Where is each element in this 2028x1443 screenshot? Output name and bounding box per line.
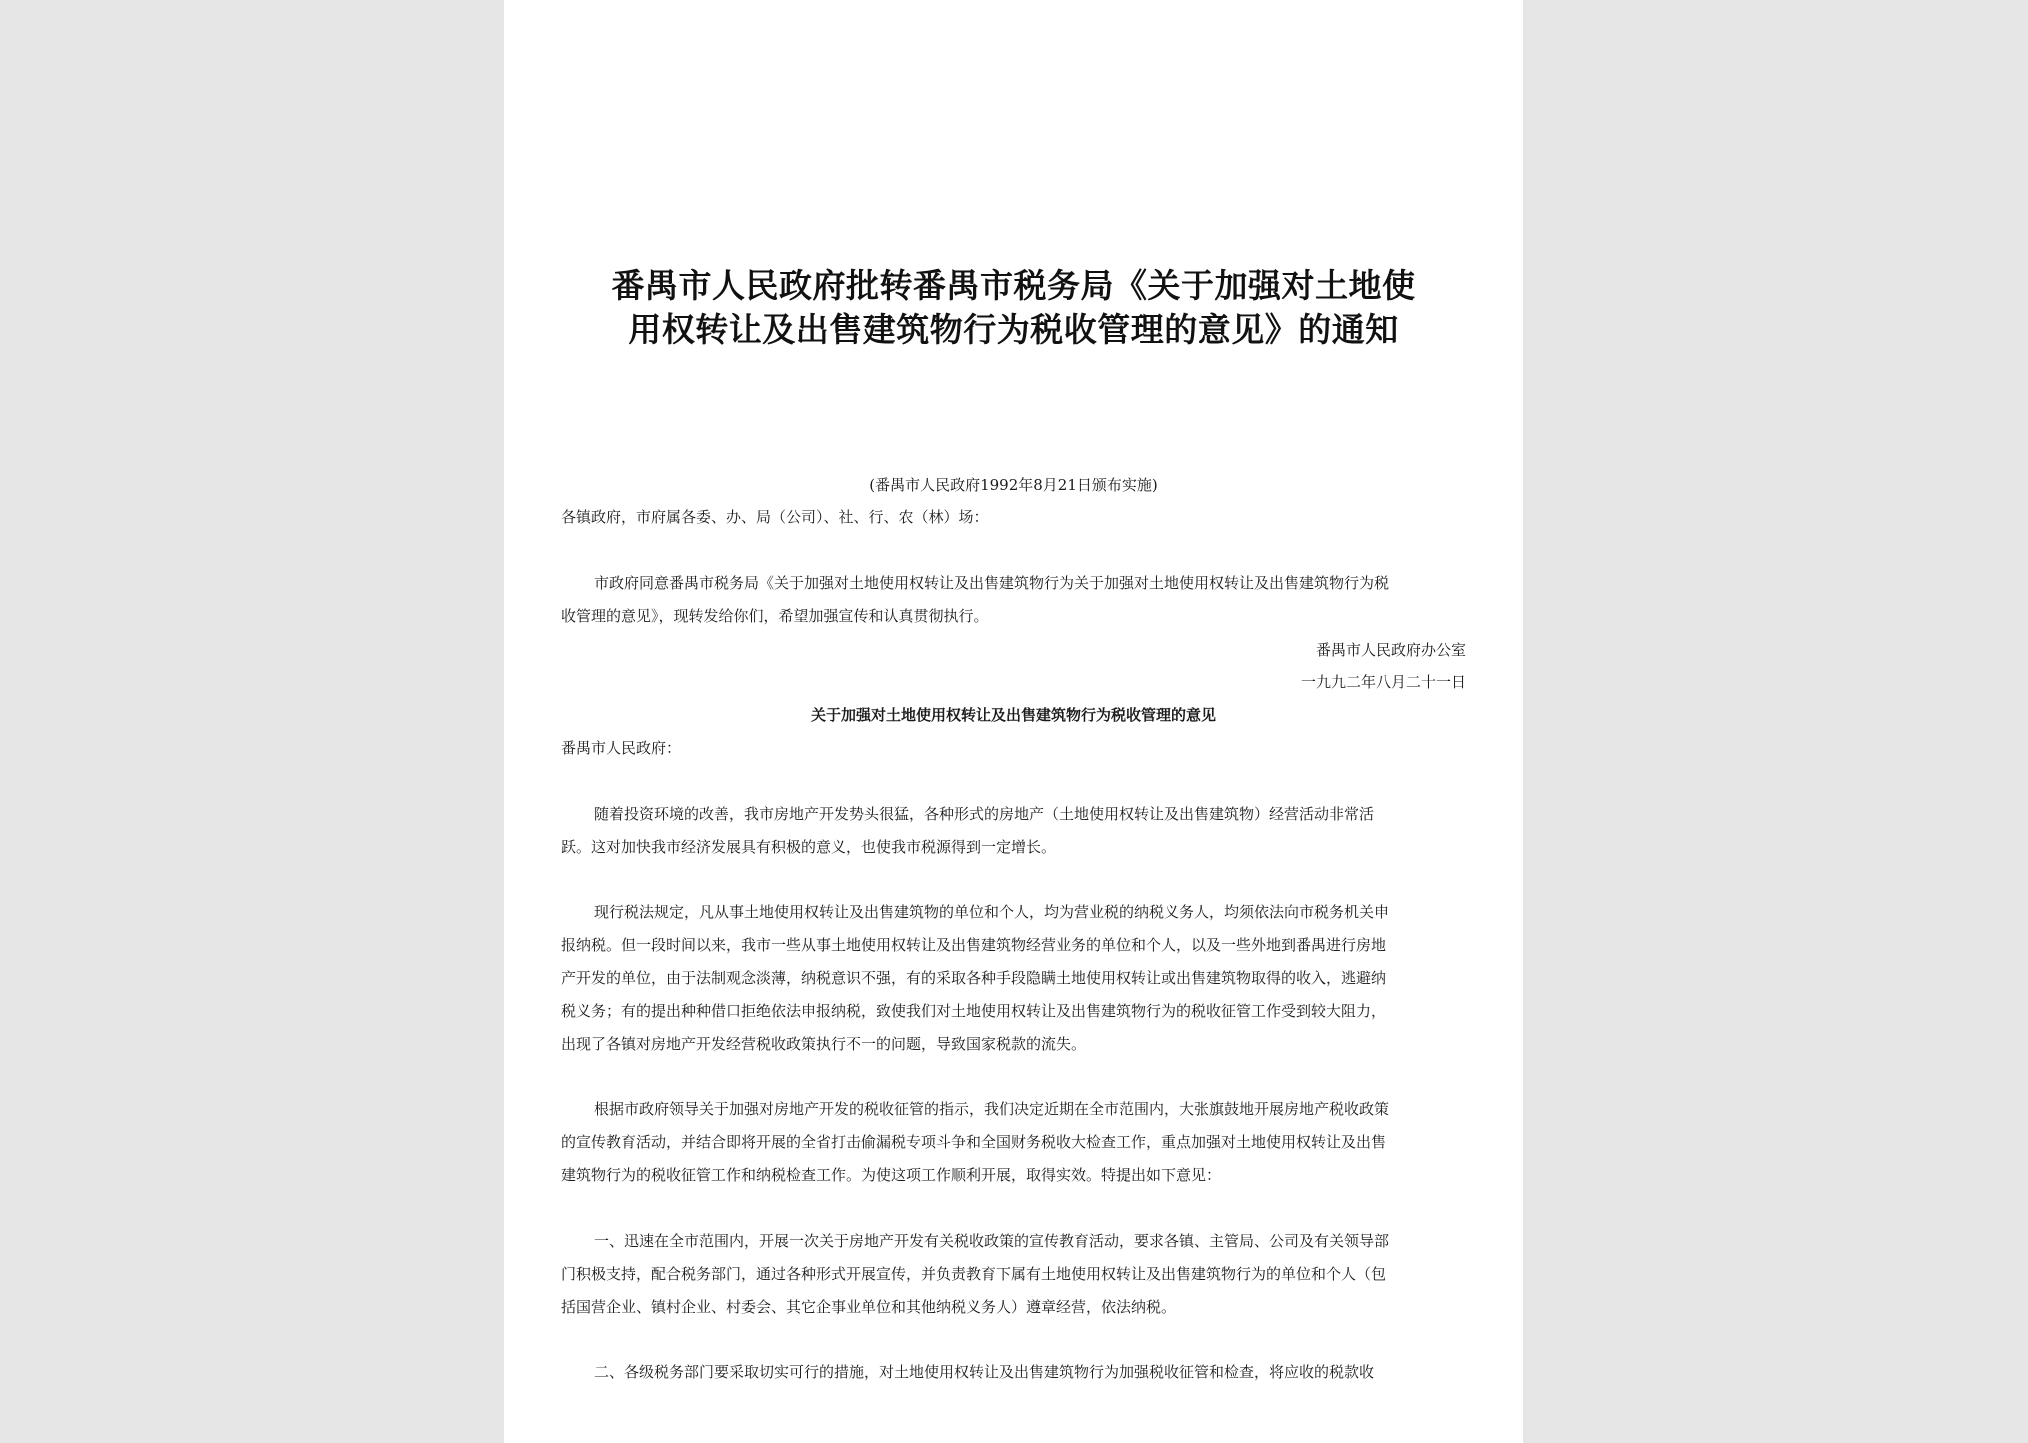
opinion-addressee: 番禺市人民政府： xyxy=(561,739,682,757)
issue-note: (番禺市人民政府1992年8月21日颁布实施) xyxy=(869,476,1158,494)
para3-line: 根据市政府领导关于加强对房地产开发的税收征管的指示，我们决定近期在全市范围内，大张旗鼓地开展房地产税收政策 xyxy=(594,1100,1390,1118)
notice-para-line: 收管理的意见》，现转发给你们，希望加强宣传和认真贯彻执行。 xyxy=(561,607,989,625)
addressee: 各镇政府，市府属各委、办、局（公司）、社、行、农（林）场： xyxy=(561,508,989,526)
title-line-1: 番禺市人民政府批转番禺市税务局《关于加强对土地使 xyxy=(611,266,1416,305)
document-page xyxy=(504,0,1523,1443)
para1-line: 跃。这对加快我市经济发展具有积极的意义，也使我市税源得到一定增长。 xyxy=(561,838,1057,856)
para2-line: 出现了各镇对房地产开发经营税收政策执行不一的问题，导致国家税款的流失。 xyxy=(561,1035,1087,1053)
para2-line: 税义务；有的提出种种借口拒绝依法申报纳税，致使我们对土地使用权转让及出售建筑物行为的税收征管工作受到较大阻力， xyxy=(561,1002,1387,1020)
para4-line: 括国营企业、镇村企业、村委会、其它企事业单位和其他纳税义务人）遵章经营，依法纳税。 xyxy=(561,1298,1177,1316)
document-title xyxy=(561,264,1466,352)
title-line-2: 用权转让及出售建筑物行为税收管理的意见》的通知 xyxy=(628,310,1399,349)
para4-line: 门积极支持，配合税务部门，通过各种形式开展宣传，并负责教育下属有土地使用权转让及出售建筑物行为的单位和个人（包 xyxy=(561,1265,1387,1283)
para2-line: 现行税法规定，凡从事土地使用权转让及出售建筑物的单位和个人，均为营业税的纳税义务人，均须依法向市税务机关申 xyxy=(594,903,1390,921)
para2-line: 产开发的单位，由于法制观念淡薄，纳税意识不强，有的采取各种手段隐瞒土地使用权转让或出售建筑物取得的收入，逃避纳 xyxy=(561,969,1387,987)
para2-line: 报纳税。但一段时间以来，我市一些从事土地使用权转让及出售建筑物经营业务的单位和个人，以及一些外地到番禺进行房地 xyxy=(561,936,1387,954)
signer: 番禺市人民政府办公室 xyxy=(1315,641,1466,659)
para3-line: 建筑物行为的税收征管工作和纳税检查工作。为使这项工作顺利开展，取得实效。特提出如下意见： xyxy=(561,1166,1222,1184)
para1-line: 随着投资环境的改善，我市房地产开发势头很猛，各种形式的房地产（土地使用权转让及出售建筑物）经营活动非常活 xyxy=(594,805,1375,823)
para3-line: 的宣传教育活动，并结合即将开展的全省打击偷漏税专项斗争和全国财务税收大检查工作，重点加强对土地使用权转让及出售 xyxy=(561,1133,1387,1151)
para4-line: 一、迅速在全市范围内，开展一次关于房地产开发有关税收政策的宣传教育活动，要求各镇、主管局、公司及有关领导部 xyxy=(594,1232,1390,1250)
sign-date: 一九九二年八月二十一日 xyxy=(1300,673,1466,691)
notice-para-line: 市政府同意番禺市税务局《关于加强对土地使用权转让及出售建筑物行为关于加强对土地使用权转让及出售建筑物行为税 xyxy=(594,574,1390,592)
para5-line: 二、各级税务部门要采取切实可行的措施，对土地使用权转让及出售建筑物行为加强税收征管和检查，将应收的税款收 xyxy=(594,1363,1375,1381)
opinion-title: 关于加强对土地使用权转让及出售建筑物行为税收管理的意见 xyxy=(810,706,1216,724)
